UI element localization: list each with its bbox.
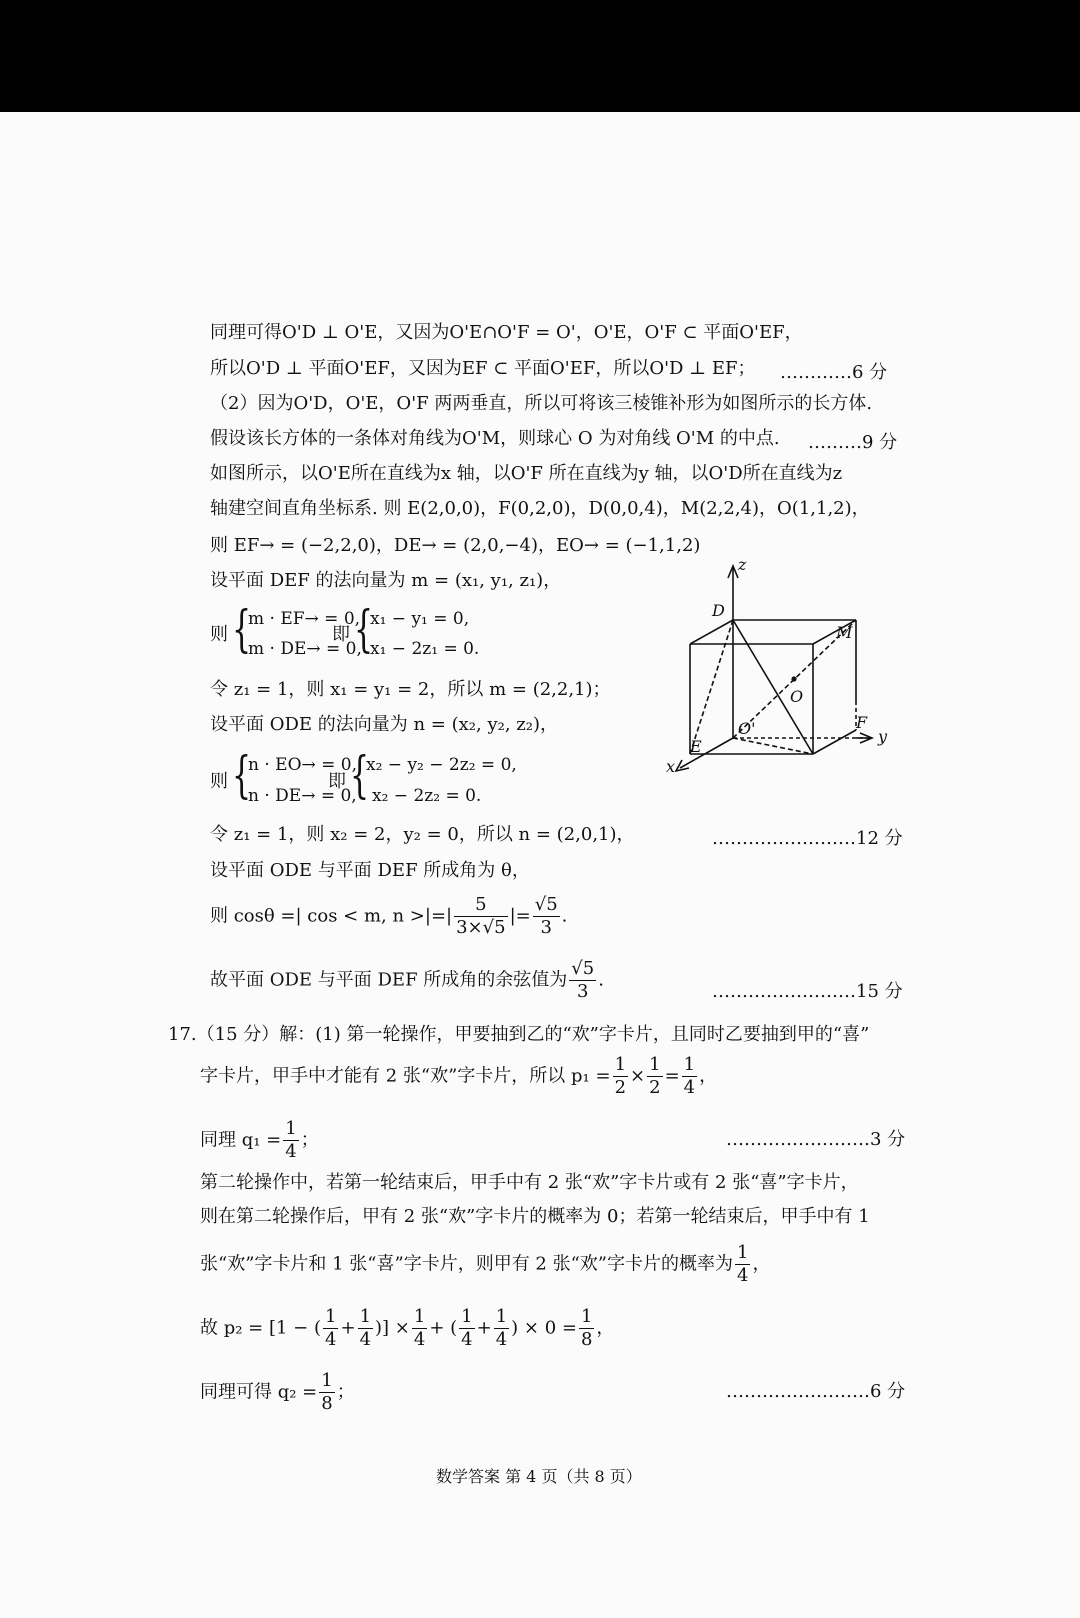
score-12: ……………………12 分 [712, 828, 903, 849]
line-4: 假设该长方体的一条体对角线为O'M，则球心 O 为对角线 O'M 的中点. [210, 428, 780, 449]
sys1-ji: 即 [332, 624, 350, 645]
line-13: 令 z₁ = 1，则 x₂ = 2，y₂ = 0，所以 n = (2,0,1)， [210, 824, 635, 845]
line-8: 设平面 DEF 的法向量为 m = (x₁, y₁, z₁)， [210, 570, 562, 591]
line-10: 令 z₁ = 1，则 x₁ = y₁ = 2，所以 m = (2,2,1)； [210, 679, 611, 700]
line-1: 同理可得O'D ⊥ O'E，又因为O'E∩O'F = O'，O'E，O'F ⊂ 平面O'EF， [210, 322, 803, 343]
x-axis-arrow [676, 760, 689, 771]
line-19: 同理 q₁ = $\frac{1}{4}$ ； [200, 1118, 319, 1162]
line-6: 轴建空间直角坐标系. 则 E(2,0,0)，F(0,2,0)，D(0,0,4)，M(2,2,4)，O(1,1,2)， [210, 498, 870, 519]
sys2-prefix: 则 [210, 771, 228, 792]
fraction: $\frac{5}{3\times√5}$ [456, 894, 506, 938]
label-D: D [712, 601, 725, 620]
sys2-ji: 即 [328, 771, 346, 792]
label-z: z [738, 556, 747, 574]
sphere-center-point [791, 676, 796, 681]
top-black-bar [0, 0, 1080, 112]
x-axis [680, 738, 733, 768]
sys1-brace-right: { [354, 600, 374, 658]
line-22: 张“欢”字卡片和 1 张“喜”字卡片，则甲有 2 张“欢”字卡片的概率为 $\frac{1}{4}$ ， [200, 1242, 771, 1286]
score-6-b: ……………………6 分 [726, 1381, 906, 1402]
label-E: E [690, 737, 702, 756]
fraction: $\frac{1}{4}$ [413, 1306, 426, 1350]
sys1-eq-a: m · EF→ = 0, [248, 609, 361, 629]
line-23: 故 p₂ = [1 − ( $\frac{1}{4}$ + $\frac{1}{4}$ )] × $\frac{1}{4}$ + ( $\frac{1}{4}$ + $\frac{1}{4}$ ) × 0 = $\frac{1}{8}$ ， [200, 1306, 615, 1350]
score-6-a: …………6 分 [780, 362, 888, 383]
sys2-brace-left: { [232, 746, 252, 804]
sys2-eq-c: x₂ − y₂ − 2z₂ = 0, [366, 755, 517, 775]
line-15: 则 cosθ =| cos < m, n >|=| $\frac{5}{3\times√5}$ |= $\frac{√5}{3}$ . [210, 894, 568, 938]
sys2-eq-b: n · DE→ = 0, [248, 786, 357, 806]
sys1-brace-left: { [232, 600, 252, 658]
label-O: O [790, 687, 804, 706]
fraction: $\frac{1}{4}$ [359, 1306, 372, 1350]
fraction: $\frac{1}{4}$ [683, 1054, 696, 1098]
sys1-eq-d: x₁ − 2z₁ = 0. [370, 639, 480, 659]
line-16: 故平面 ODE 与平面 DEF 所成角的余弦值为 $\frac{√5}{3}$ . [210, 958, 604, 1002]
fraction: $\frac{1}{4}$ [325, 1306, 337, 1350]
line-24: 同理可得 q₂ = $\frac{1}{8}$ ； [200, 1370, 355, 1414]
line-2: 所以O'D ⊥ 平面O'EF，又因为EF ⊂ 平面O'EF，所以O'D ⊥ EF； [210, 358, 756, 379]
sys1-eq-b: m · DE→ = 0, [248, 639, 362, 659]
sys2-eq-d: x₂ − 2z₂ = 0. [372, 786, 482, 806]
sys1-eq-c: x₁ − y₁ = 0, [370, 609, 470, 629]
edge [813, 730, 856, 754]
line-17: 17.（15 分）解：(1) 第一轮操作，甲要抽到乙的“欢”字卡片，且同时乙要抽到甲的“喜” [168, 1024, 870, 1045]
fraction: $\frac{1}{2}$ [649, 1054, 661, 1098]
line-14: 设平面 ODE 与平面 DEF 所成角为 θ， [210, 860, 530, 881]
line-20: 第二轮操作中，若第一轮结束后，甲手中有 2 张“欢”字卡片或有 2 张“喜”字卡片， [200, 1172, 859, 1193]
fraction: $\frac{1}{4}$ [285, 1118, 297, 1162]
fraction: $\frac{1}{8}$ [321, 1370, 333, 1414]
fraction: $\frac{1}{4}$ [737, 1242, 749, 1286]
dashed-OE [733, 738, 813, 754]
label-y: y [878, 727, 888, 746]
sys2-eq-a: n · EO→ = 0, [248, 755, 358, 775]
score-3: ……………………3 分 [726, 1129, 906, 1150]
line-5: 如图所示，以O'E所在直线为x 轴，以O'F 所在直线为y 轴，以O'D所在直线为z [210, 463, 843, 484]
fraction: $\frac{√5}{3}$ [571, 958, 595, 1002]
label-x: x [666, 757, 676, 776]
fraction: $\frac{1}{8}$ [580, 1306, 593, 1350]
cuboid-figure [660, 556, 920, 806]
fraction: $\frac{1}{2}$ [614, 1054, 627, 1098]
sys1-prefix: 则 [210, 624, 228, 645]
line-21: 则在第二轮操作后，甲有 2 张“欢”字卡片的概率为 0；若第一轮结束后，甲手中有 1 [200, 1206, 870, 1227]
score-9: ………9 分 [808, 432, 898, 453]
label-M: M [836, 623, 853, 642]
label-F: F [856, 713, 868, 732]
line-11: 设平面 ODE 的法向量为 n = (x₂, y₂, z₂)， [210, 714, 558, 735]
line-18: 字卡片，甲手中才能有 2 张“欢”字卡片，所以 p₁ = $\frac{1}{2}$ × $\frac{1}{2}$ = $\frac{1}{4}$ ， [200, 1054, 718, 1098]
fraction: $\frac{1}{4}$ [495, 1306, 508, 1350]
score-15: ……………………15 分 [712, 981, 903, 1002]
fraction: $\frac{√5}{3}$ [534, 894, 558, 938]
edge [690, 620, 733, 644]
page-footer: 数学答案 第 4 页（共 8 页） [436, 1467, 642, 1486]
fraction: $\frac{1}{4}$ [461, 1306, 473, 1350]
label-O-prime: O' [738, 719, 756, 738]
sys2-brace-right: { [350, 746, 370, 804]
line-7: 则 EF→ = (−2,2,0)，DE→ = (2,0,−4)，EO→ = (−1,1,2) [210, 535, 701, 556]
line-3: （2）因为O'D，O'E，O'F 两两垂直，所以可将该三棱锥补形为如图所示的长方体. [210, 393, 873, 414]
